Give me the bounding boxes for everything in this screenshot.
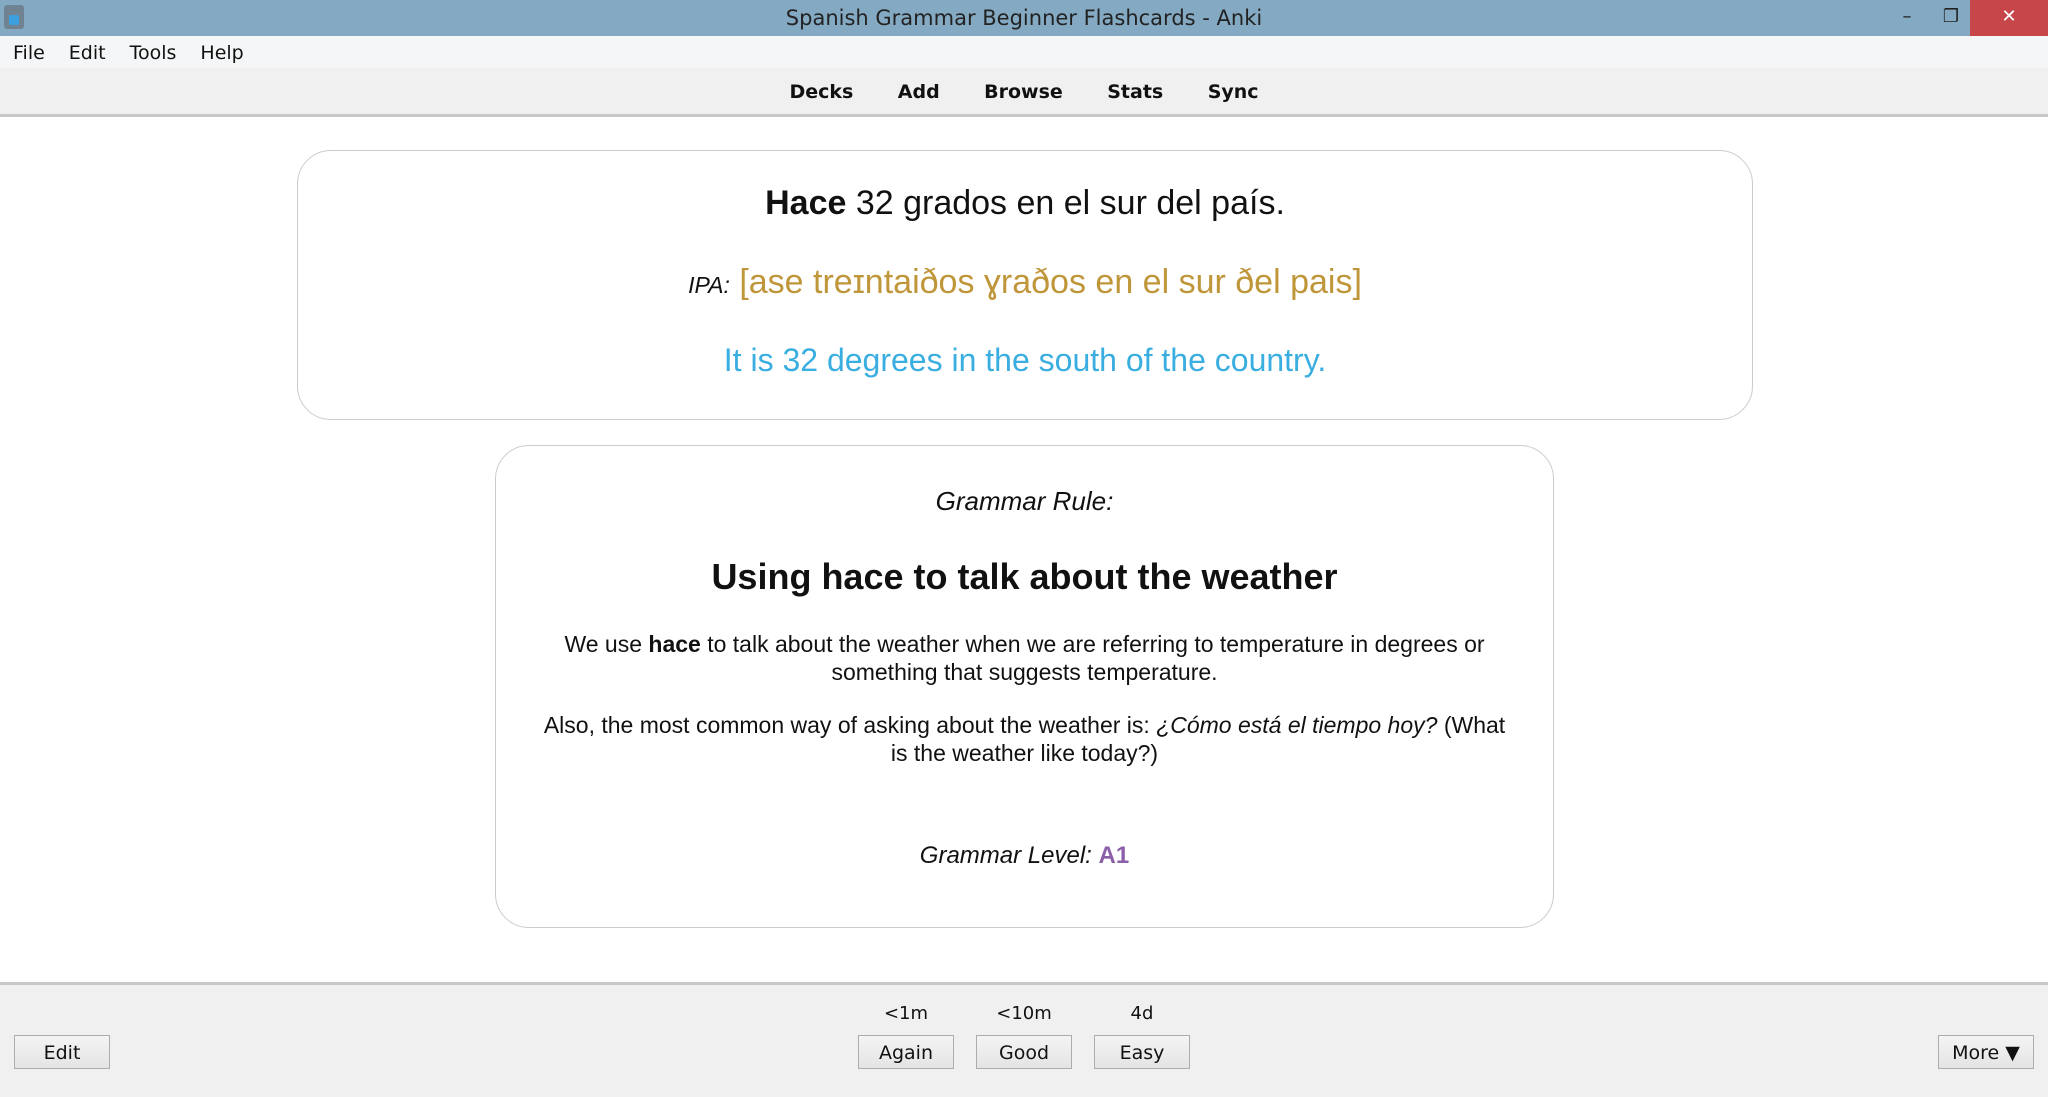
- menu-file[interactable]: File: [13, 42, 45, 64]
- toolbar-browse[interactable]: Browse: [984, 81, 1063, 103]
- grammar-rule-label: Grammar Rule:: [935, 486, 1114, 516]
- grammar-explanation-2: [536, 711, 1513, 767]
- grammar-level-value: A1: [1098, 842, 1130, 869]
- close-button[interactable]: ✕: [1970, 0, 2048, 36]
- grammar-rule-title: Using hace to talk about the weather: [711, 556, 1338, 597]
- easy-interval: 4d: [1130, 1003, 1154, 1024]
- title-bar: [0, 0, 2048, 36]
- text: to talk about the weather when we are referring to temperature in degrees or something that suggests temperature.: [700, 631, 1485, 685]
- sentence-card: [297, 150, 1753, 420]
- ipa-transcription: [ase treɪntaiðos ɣraðos en el sur ðel pais]: [739, 263, 1362, 301]
- spanish-sentence: [298, 184, 1752, 223]
- window-title: Spanish Grammar Beginner Flashcards - Anki: [785, 6, 1263, 30]
- good-button[interactable]: Good: [976, 1035, 1072, 1069]
- easy-button[interactable]: Easy: [1094, 1035, 1190, 1069]
- maximize-button[interactable]: ❐: [1942, 6, 1960, 27]
- text: (What is the weather like today?): [890, 712, 1506, 766]
- main-toolbar: [0, 68, 2048, 117]
- again-button[interactable]: Again: [858, 1035, 954, 1069]
- review-bar: [0, 982, 2048, 1097]
- example-question: ¿Cómo está el tiempo hoy?: [1156, 712, 1438, 738]
- toolbar-add[interactable]: Add: [897, 81, 940, 103]
- toolbar-decks[interactable]: Decks: [789, 81, 854, 103]
- ipa-label: IPA:: [688, 272, 730, 298]
- grammar-level: [496, 842, 1553, 870]
- ipa-line: [298, 263, 1752, 302]
- grammar-explanation-1: [536, 630, 1513, 686]
- toolbar-sync[interactable]: Sync: [1207, 81, 1259, 103]
- menu-tools[interactable]: Tools: [129, 42, 177, 64]
- more-button[interactable]: More ▼: [1938, 1035, 2034, 1069]
- sentence-rest: 32 grados en el sur del país.: [846, 184, 1285, 222]
- grammar-card: [495, 445, 1554, 928]
- text: Also, the most common way of asking about the weather is:: [543, 712, 1157, 738]
- menu-bar: [0, 36, 2048, 68]
- english-translation: It is 32 degrees in the south of the country.: [723, 342, 1327, 378]
- menu-edit[interactable]: Edit: [68, 42, 106, 64]
- sentence-keyword: Hace: [765, 184, 847, 222]
- menu-help[interactable]: Help: [200, 42, 244, 64]
- toolbar-stats[interactable]: Stats: [1107, 81, 1164, 103]
- minimize-button[interactable]: –: [1902, 6, 1912, 27]
- good-interval: <10m: [996, 1003, 1052, 1024]
- grammar-level-label: Grammar Level:: [919, 842, 1099, 869]
- again-interval: <1m: [883, 1003, 929, 1024]
- bold-keyword: hace: [648, 631, 701, 657]
- edit-button[interactable]: Edit: [14, 1035, 110, 1069]
- text: We use: [564, 631, 649, 657]
